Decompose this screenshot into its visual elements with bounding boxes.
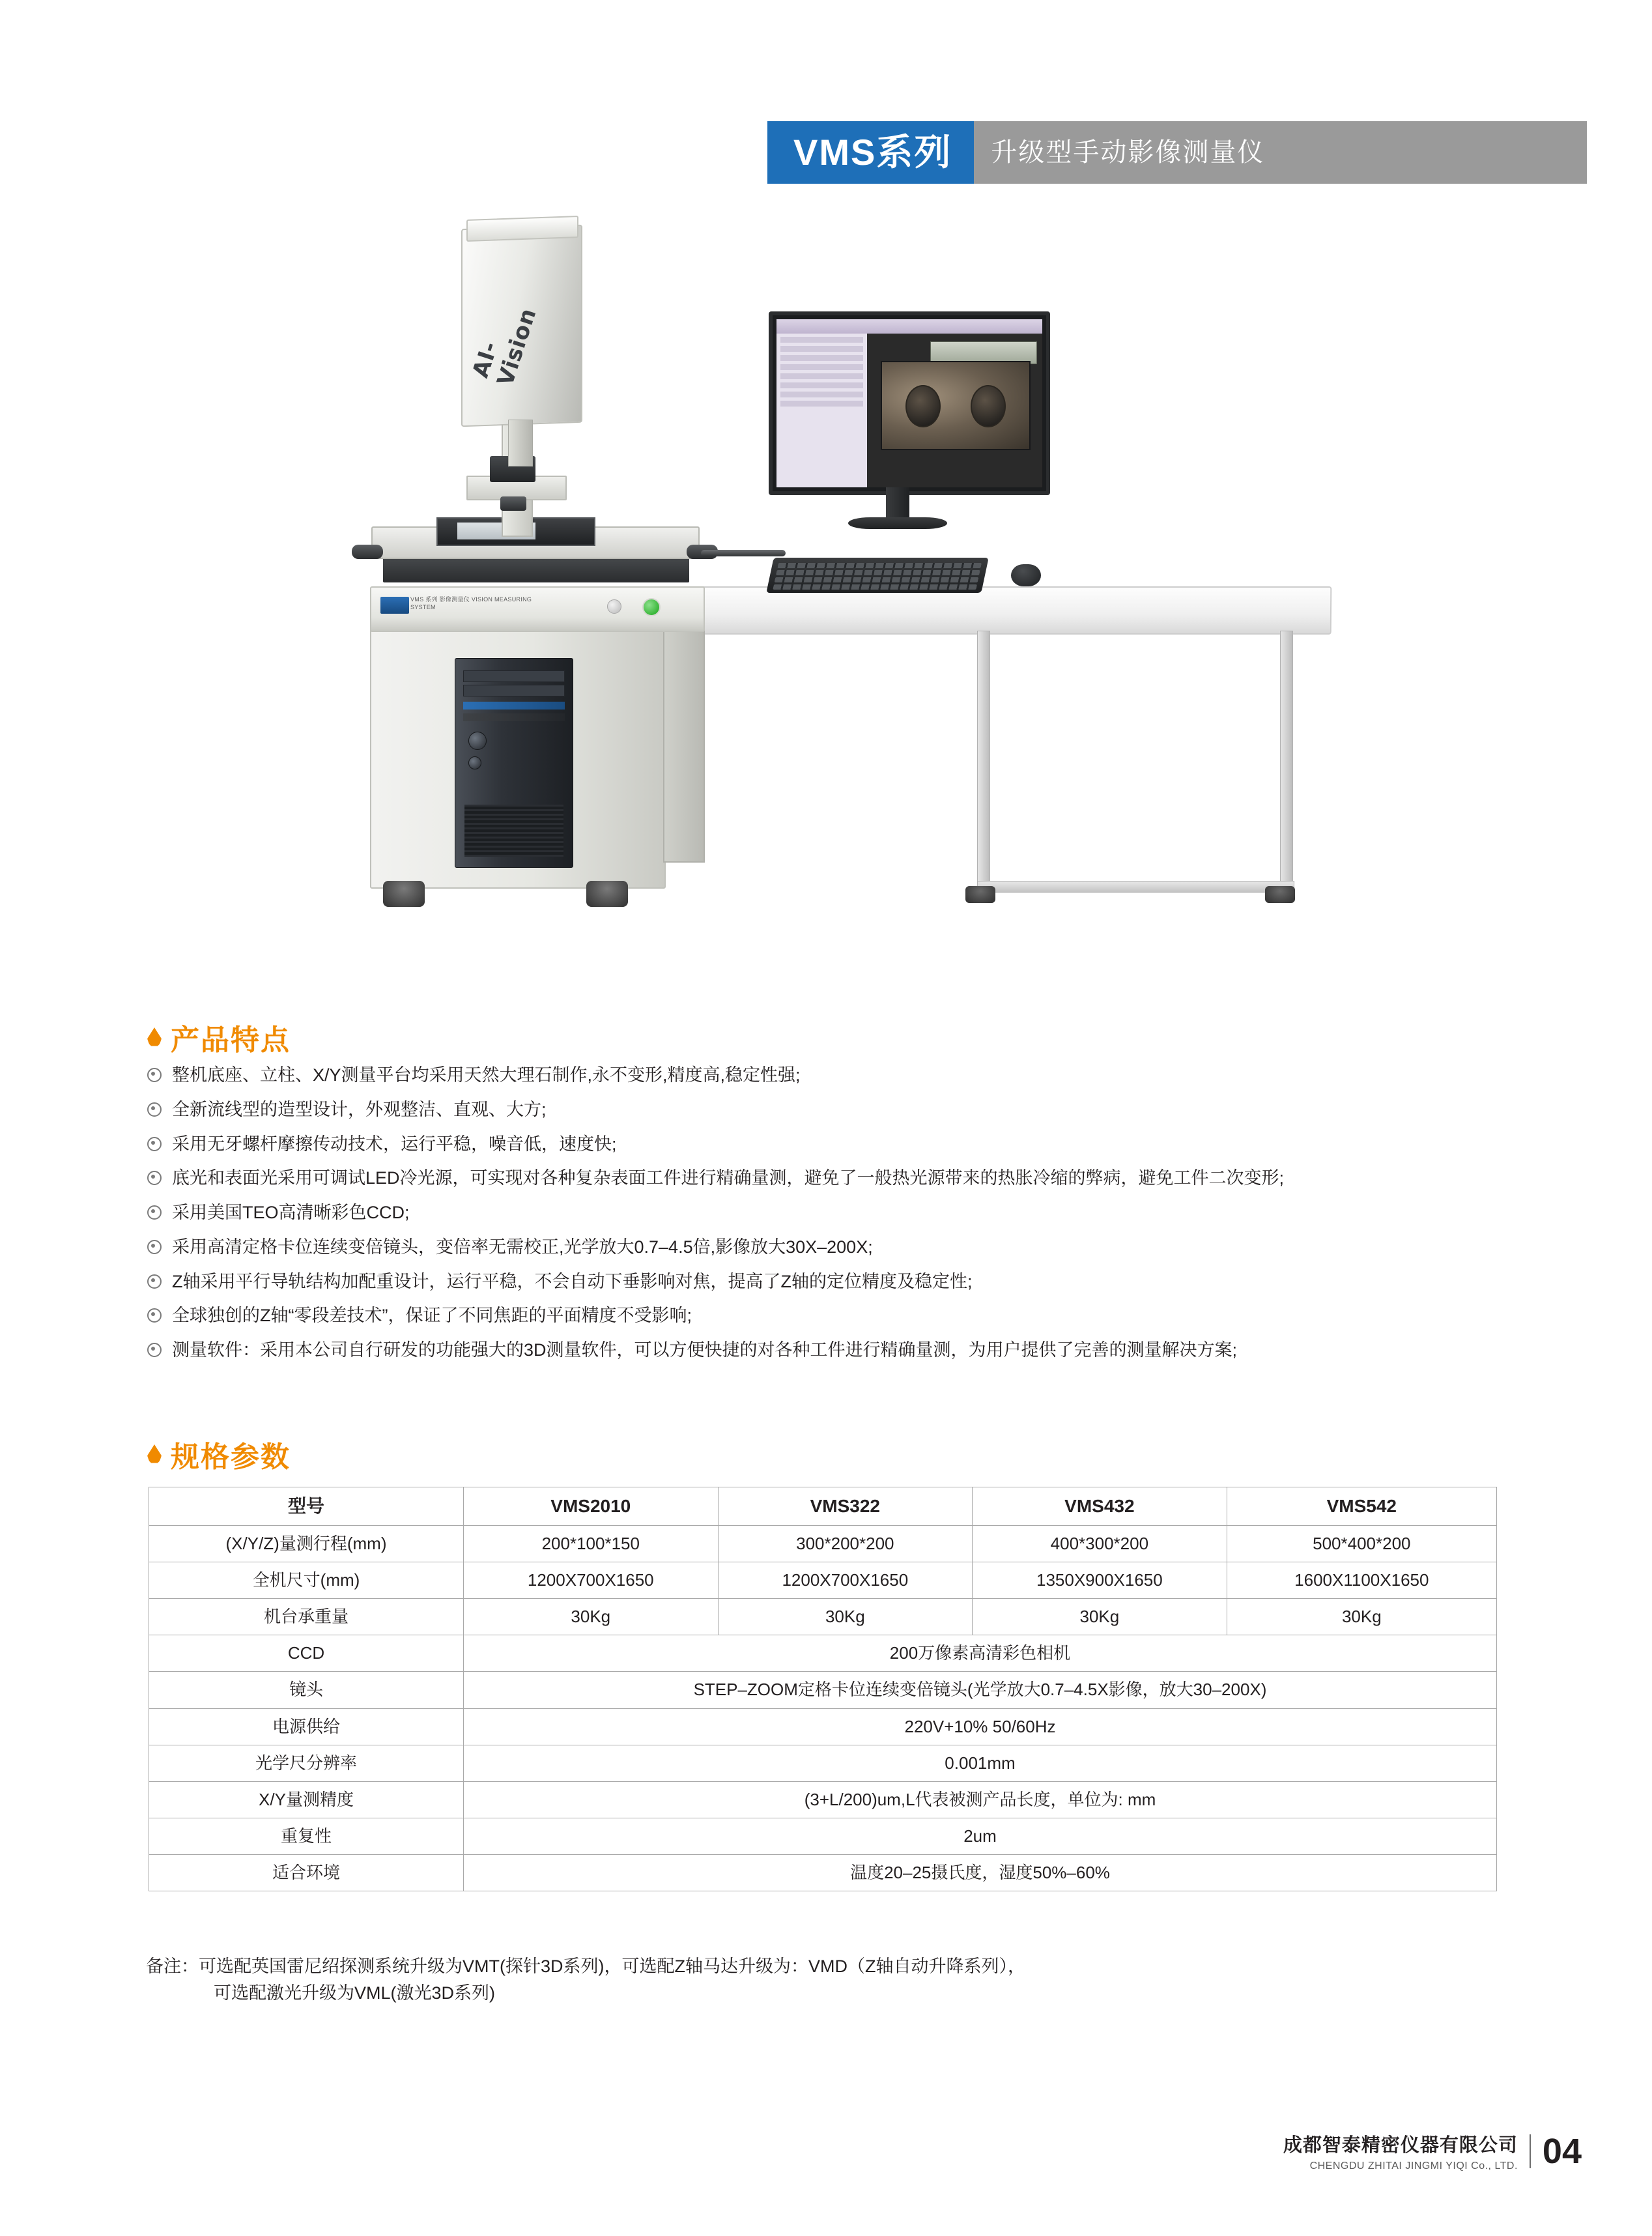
software-list-row (780, 401, 863, 407)
spec-label: 机台承重量 (149, 1598, 464, 1635)
spec-label: 光学尺分辨率 (149, 1745, 464, 1781)
camera-head-top (466, 216, 578, 242)
software-toolbar (776, 319, 1042, 334)
spec-value-merged: 0.001mm (464, 1745, 1497, 1781)
keyboard-row (775, 577, 979, 582)
feature-text: 全球独创的Z轴“零段差技术”，保证了不同焦距的平面精度不受影响; (172, 1306, 692, 1326)
software-left-panel (776, 334, 868, 487)
bullet-icon (147, 1102, 162, 1117)
keyboard (766, 558, 988, 593)
desk-leg-right (1280, 631, 1293, 893)
product-photo (313, 195, 1420, 958)
specs-title: 规格参数 (171, 1441, 291, 1473)
pc-drive-bay (463, 685, 565, 696)
features-list (147, 1065, 1567, 1374)
bullet-icon (147, 1205, 162, 1220)
table-header-model: 型号 (149, 1487, 464, 1526)
software-list-row (780, 346, 863, 352)
feature-text: 测量软件：采用本公司自行研发的功能强大的3D测量软件，可以方便快捷的对各种工件进行精确量测，为用户提供了完善的测量解决方案; (172, 1340, 1238, 1360)
spec-label: 镜头 (149, 1672, 464, 1708)
spec-label: CCD (149, 1635, 464, 1672)
page-header-banner (767, 121, 1587, 184)
series-subtitle: 升级型手动影像测量仪 (974, 121, 1587, 184)
spec-value: 30Kg (1227, 1598, 1496, 1635)
software-list-row (780, 382, 863, 388)
spec-table-body (149, 1525, 1497, 1891)
spec-value: 1350X900X1650 (973, 1562, 1227, 1598)
monitor-stand-neck (886, 487, 909, 520)
feature-text: 全新流线型的造型设计，外观整洁、直观、大方; (172, 1099, 547, 1119)
table-header-row (149, 1487, 1497, 1526)
pc-front-strip (463, 713, 565, 721)
ai-vision-logo: AI-Vision (467, 304, 542, 390)
software-list-row (780, 373, 863, 379)
features-title: 产品特点 (171, 1024, 291, 1056)
table-header-variant: VMS2010 (464, 1487, 719, 1526)
spec-value-merged: 200万像素高清彩色相机 (464, 1635, 1497, 1672)
camera-head-neck (508, 420, 533, 466)
table-header-variant: VMS322 (718, 1487, 973, 1526)
note-line-1: 备注：可选配英国雷尼绍探测系统升级为VMT(探针3D系列)，可选配Z轴马达升级为：VMD（Z轴自动升降系列）， (146, 1956, 1025, 1976)
bullet-icon (147, 1343, 162, 1357)
spec-label: X/Y量测精度 (149, 1781, 464, 1818)
feature-text: 整机底座、立柱、X/Y测量平台均采用天然大理石制作,永不变形,精度高,稳定性强; (172, 1065, 801, 1085)
pc-reset-button (468, 756, 481, 769)
page-footer (1283, 2130, 1582, 2172)
pc-power-button (468, 732, 487, 750)
pc-tower (455, 658, 573, 868)
table-row (149, 1781, 1497, 1818)
feature-item (147, 1271, 1567, 1293)
mouse (1011, 564, 1041, 586)
spec-value: 1200X700X1650 (718, 1562, 973, 1598)
spec-value-merged: STEP–ZOOM定格卡位连续变倍镜头(光学放大0.7–4.5X影像，放大30–200X) (464, 1672, 1497, 1708)
feature-text: 采用高清定格卡位连续变倍镜头，变倍率无需校正,光学放大0.7–4.5倍,影像放大30X–200X; (172, 1237, 873, 1257)
company-name-en: CHENGDU ZHITAI JINGMI YIQI Co., LTD. (1309, 2160, 1518, 2172)
stage-knob-left (352, 545, 383, 559)
feature-item (147, 1340, 1567, 1362)
spec-table (149, 1487, 1497, 1891)
table-note (146, 1953, 1514, 2006)
note-line-2: 可选配激光升级为VML(激光3D系列) (214, 1983, 496, 2003)
spec-value-merged: (3+L/200)um,L代表被测产品长度，单位为: mm (464, 1781, 1497, 1818)
keyboard-row (776, 570, 980, 575)
table-row (149, 1708, 1497, 1745)
cabinet-foot-right (586, 881, 628, 907)
bullet-icon (147, 1137, 162, 1151)
table-row (149, 1818, 1497, 1855)
feature-item (147, 1065, 1567, 1087)
spec-value: 30Kg (973, 1598, 1227, 1635)
droplet-icon (147, 1444, 162, 1464)
feature-text: 采用美国TEO高清晰彩色CCD; (172, 1203, 410, 1222)
desk-leg-left (977, 631, 990, 893)
feature-text: 底光和表面光采用可调试LED冷光源，可实现对各种复杂表面工件进行精确量测，避免了一般热光源带来的热胀冷缩的弊病，避免工件二次变形; (172, 1168, 1285, 1188)
spec-value: 400*300*200 (973, 1525, 1227, 1562)
feature-text: 采用无牙螺杆摩擦传动技术，运行平稳，噪音低，速度快; (172, 1134, 617, 1154)
droplet-icon (147, 1027, 162, 1047)
workpiece-hole (971, 385, 1006, 427)
spec-value-merged: 2um (464, 1818, 1497, 1855)
table-row (149, 1745, 1497, 1781)
bullet-icon (147, 1274, 162, 1289)
bullet-icon (147, 1308, 162, 1323)
spec-value: 500*400*200 (1227, 1525, 1496, 1562)
spec-label: (X/Y/Z)量测行程(mm) (149, 1525, 464, 1562)
software-list-row (780, 355, 863, 361)
features-section-heading (147, 1016, 291, 1058)
panel-power-button-green (642, 598, 661, 616)
spec-value-merged: 220V+10% 50/60Hz (464, 1708, 1497, 1745)
table-row (149, 1635, 1497, 1672)
specs-section-heading (147, 1433, 291, 1475)
spec-label: 电源供给 (149, 1708, 464, 1745)
table-row (149, 1525, 1497, 1562)
table-row (149, 1672, 1497, 1708)
spec-value-merged: 温度20–25摄氏度，湿度50%–60% (464, 1855, 1497, 1891)
keyboard-row (777, 563, 982, 568)
software-list-row (780, 337, 863, 343)
feature-item (147, 1237, 1567, 1259)
bullet-icon (147, 1068, 162, 1082)
cabinet-foot-left (383, 881, 425, 907)
desk-foot-bar (977, 881, 1294, 893)
monitor-screen (776, 319, 1042, 487)
desk-surface (645, 586, 1332, 635)
brand-logo-chip (380, 597, 409, 614)
feature-text: Z轴采用平行导轨结构加配重设计，运行平稳，不会自动下垂影响对焦，提高了Z轴的定位精度及稳定性; (172, 1271, 973, 1291)
spec-label: 适合环境 (149, 1855, 464, 1891)
spec-value: 200*100*150 (464, 1525, 719, 1562)
software-viewport (867, 334, 1042, 487)
software-list-row (780, 364, 863, 370)
keyboard-row (773, 584, 977, 590)
workpiece-image (881, 361, 1031, 450)
software-list-row (780, 392, 863, 397)
table-row (149, 1855, 1497, 1891)
spec-value: 30Kg (464, 1598, 719, 1635)
spec-table-head (149, 1487, 1497, 1526)
desk-foot-pad-left (965, 886, 995, 903)
feature-item (147, 1305, 1567, 1327)
pc-front-strip (463, 702, 565, 710)
bullet-icon (147, 1240, 162, 1254)
pc-drive-bay (463, 670, 565, 682)
spec-label: 全机尺寸(mm) (149, 1562, 464, 1598)
stage-guide-rod (701, 550, 786, 556)
feature-item (147, 1099, 1567, 1121)
monitor-stand-base (848, 517, 947, 529)
spec-value: 1200X700X1650 (464, 1562, 719, 1598)
page-number: 04 (1542, 2132, 1582, 2171)
company-block (1283, 2130, 1518, 2172)
footer-divider (1530, 2134, 1531, 2168)
spec-label: 重复性 (149, 1818, 464, 1855)
table-row (149, 1598, 1497, 1635)
workpiece-hole (905, 385, 941, 427)
bullet-icon (147, 1171, 162, 1185)
feature-item (147, 1202, 1567, 1224)
spec-value: 1600X1100X1650 (1227, 1562, 1496, 1598)
feature-item (147, 1168, 1567, 1190)
company-name-cn: 成都智泰精密仪器有限公司 (1283, 2135, 1518, 2156)
desk-foot-pad-right (1265, 886, 1295, 903)
feature-item (147, 1134, 1567, 1156)
machine-cabinet-side (663, 625, 705, 863)
panel-button-grey (607, 599, 621, 614)
table-header-variant: VMS432 (973, 1487, 1227, 1526)
lens-ring (500, 496, 526, 511)
machine-panel-text: VMS 系列 影像测量仪 VISION MEASURING SYSTEM (410, 596, 532, 611)
table-header-variant: VMS542 (1227, 1487, 1496, 1526)
table-row (149, 1562, 1497, 1598)
series-title: VMS系列 (767, 121, 974, 184)
monitor (769, 311, 1050, 495)
spec-value: 300*200*200 (718, 1525, 973, 1562)
pc-vent-grill (464, 805, 563, 857)
spec-value: 30Kg (718, 1598, 973, 1635)
